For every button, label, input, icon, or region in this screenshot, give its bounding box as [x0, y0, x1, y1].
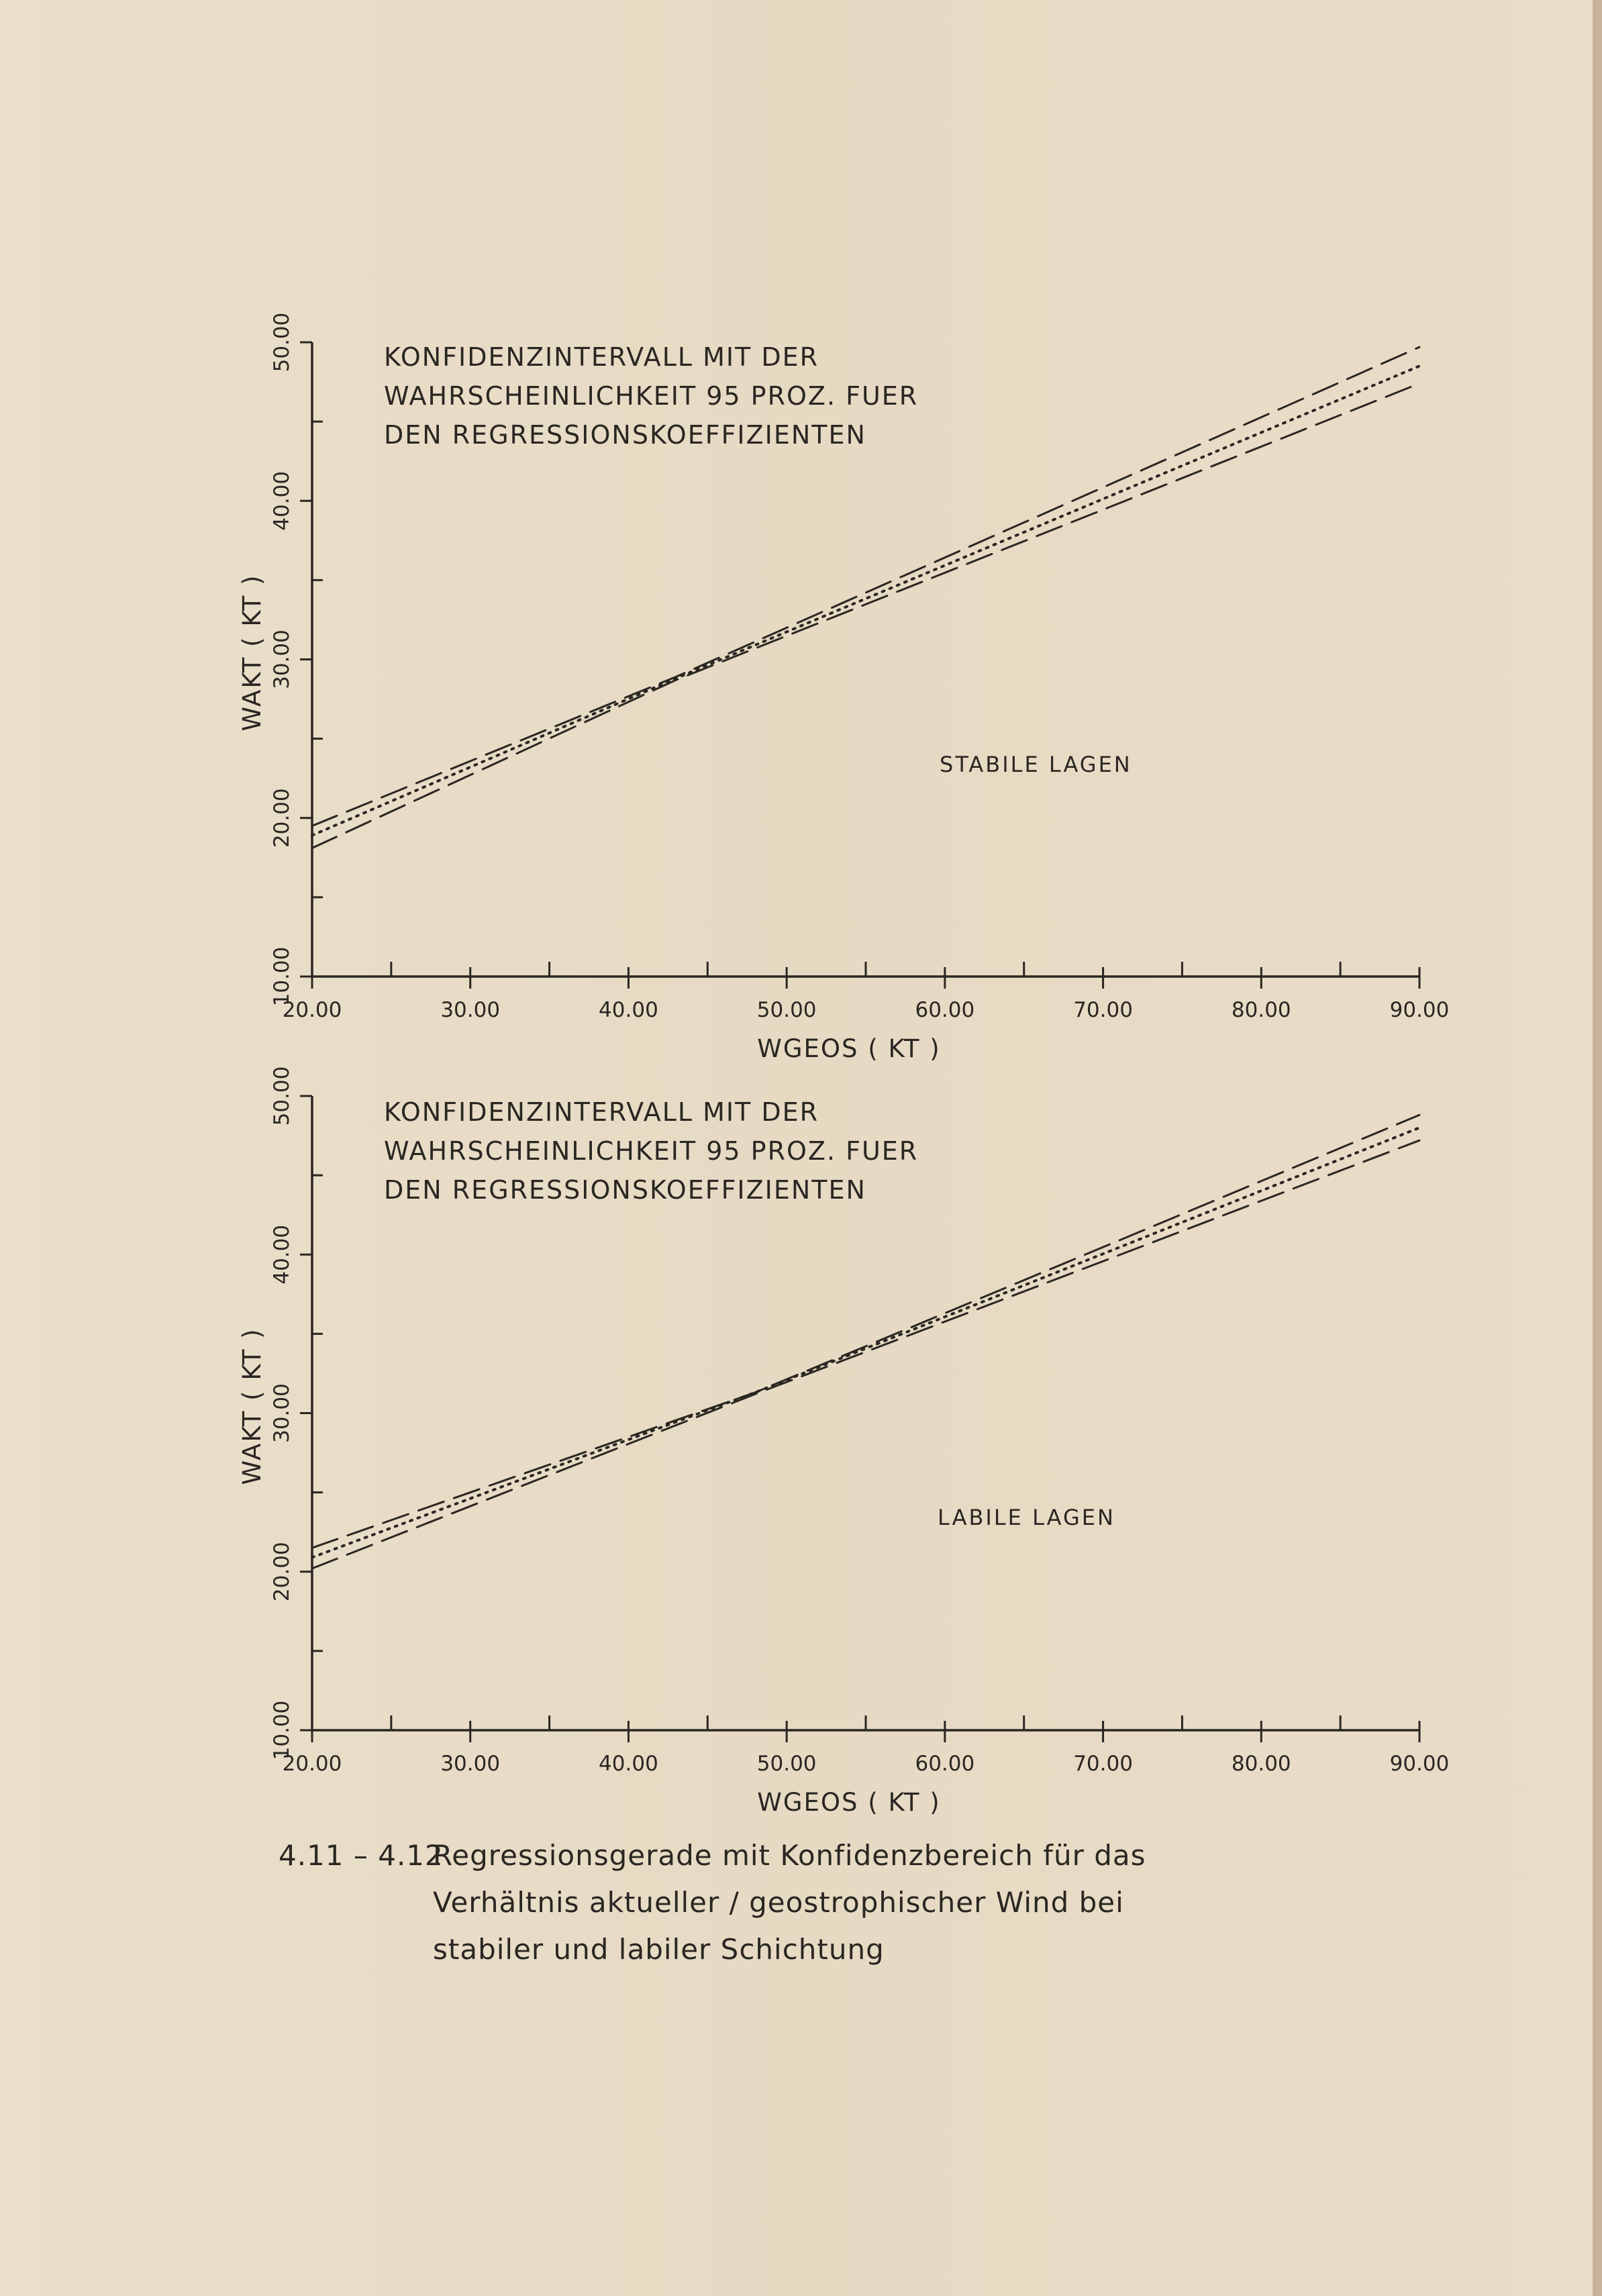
y-tick-label: 10.00: [270, 946, 294, 1007]
chart-title-line: KONFIDENZINTERVALL MIT DER: [384, 342, 819, 372]
caption-line: stabiler und labiler Schichtung: [433, 1933, 885, 1966]
x-tick-label: 60.00: [915, 998, 975, 1022]
caption-line: Regressionsgerade mit Konfidenzbereich für das: [433, 1839, 1146, 1872]
y-tick-label: 30.00: [270, 630, 294, 689]
y-tick-label: 40.00: [270, 1224, 294, 1285]
chart-annotation: LABILE LAGEN: [938, 1505, 1115, 1530]
x-tick-label: 60.00: [915, 1752, 975, 1776]
x-tick-label: 90.00: [1389, 998, 1450, 1022]
x-axis-title: WGEOS ( KT ): [757, 1034, 941, 1063]
x-tick-label: 50.00: [756, 1752, 817, 1776]
x-tick-label: 80.00: [1231, 1752, 1291, 1776]
chart-bottom: [0, 738, 1602, 1846]
y-tick-label: 20.00: [270, 788, 294, 848]
caption-text: [433, 1832, 1339, 1973]
chart-title-line: WAHRSCHEINLICHKEIT 95 PROZ. FUER: [384, 1136, 919, 1166]
chart-title-line: WAHRSCHEINLICHKEIT 95 PROZ. FUER: [384, 381, 919, 411]
chart-title-line: KONFIDENZINTERVALL MIT DER: [384, 1097, 819, 1127]
y-tick-label: 40.00: [270, 470, 294, 531]
y-axis-title: WAKT ( KT ): [238, 1328, 266, 1485]
x-tick-label: 30.00: [440, 998, 501, 1022]
x-tick-label: 50.00: [756, 998, 817, 1022]
y-tick-label: 50.00: [270, 312, 294, 372]
chart-bottom-plot: [238, 1066, 1449, 1817]
x-tick-label: 70.00: [1073, 1752, 1133, 1776]
x-tick-label: 30.00: [440, 1752, 501, 1776]
caption-line: Verhältnis aktueller / geostrophischer Wind bei: [433, 1886, 1124, 1919]
x-tick-label: 80.00: [1231, 998, 1291, 1022]
y-tick-label: 30.00: [270, 1383, 294, 1443]
x-tick-label: 90.00: [1389, 1752, 1450, 1776]
y-tick-label: 10.00: [270, 1700, 294, 1760]
x-tick-label: 20.00: [282, 1752, 342, 1776]
caption-number: 4.11 – 4.12: [279, 1839, 444, 1872]
y-axis-title: WAKT ( KT ): [238, 574, 266, 732]
x-tick-label: 40.00: [599, 1752, 658, 1776]
chart-title-line: DEN REGRESSIONSKOEFFIZIENTEN: [384, 1175, 866, 1205]
x-axis-title: WGEOS ( KT ): [757, 1788, 941, 1817]
x-tick-label: 70.00: [1073, 998, 1133, 1022]
y-tick-label: 50.00: [270, 1066, 294, 1126]
x-tick-label: 20.00: [282, 998, 342, 1022]
x-tick-label: 40.00: [599, 998, 658, 1022]
chart-title-line: DEN REGRESSIONSKOEFFIZIENTEN: [384, 420, 866, 450]
y-tick-label: 20.00: [270, 1542, 294, 1602]
chart-annotation: STABILE LAGEN: [940, 752, 1132, 777]
